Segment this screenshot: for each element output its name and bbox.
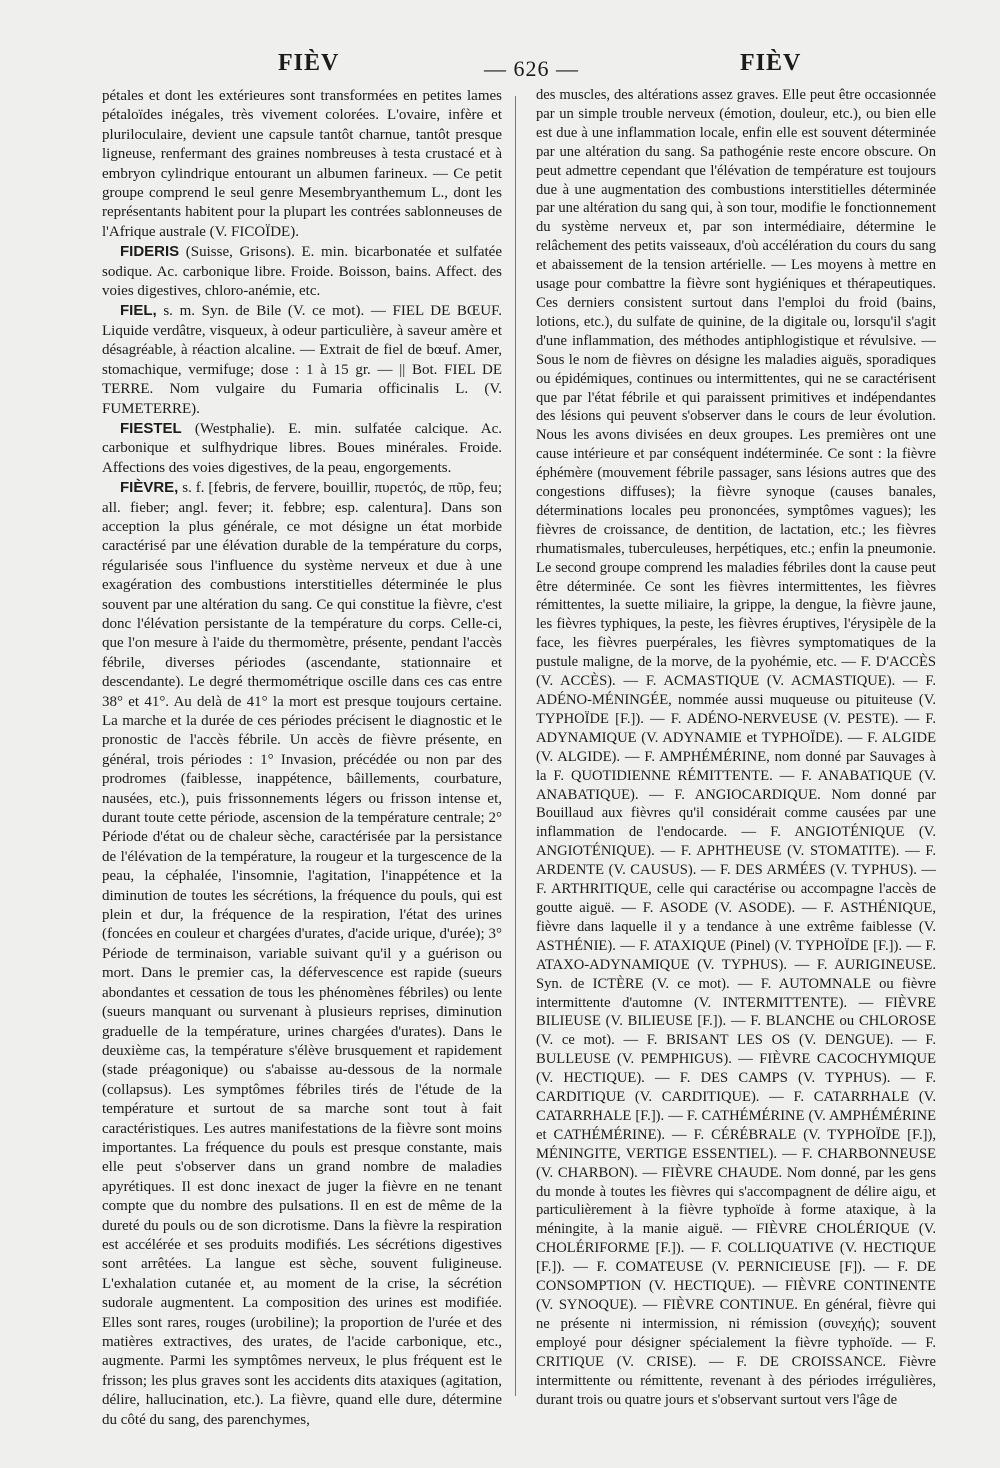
entry-text: s. m. Syn. de Bile (V. ce mot). — FIEL DE BŒUF. Liquide verdâtre, visqueux, à odeur particulière, à saveur amère et désagréable, à réaction alcaline. — Extrait de fiel de bœuf. Amer, stomachique, vermifuge; dose : 1 à 15 gr. — || Bot. FIEL DE TERRE. Nom vulgaire du Fumaria officinalis L. (V. FUMETERRE).: [102, 303, 502, 417]
left-column: [102, 86, 502, 1430]
running-header: [0, 50, 1000, 90]
entry-headword: FIEL,: [120, 302, 157, 320]
entry-paragraph: [536, 86, 936, 1409]
left-running-head: FIÈV: [278, 50, 340, 76]
column-divider: [515, 96, 516, 1396]
entry-headword: FIÈVRE,: [120, 479, 179, 497]
entry-text: des muscles, des altérations assez graves. Elle peut être occasionnée par un simple trouble nerveux (émotion, douleur, etc.), ou bien elle est due à une inflammation locale, enfin elle est souvent déterminée par une altération du sang. Sa pathogénie reste encore obscure. On peut admettre cependant que l'élévation de température est toujours due à une augmentation des combustions interstitielles déterminée par une altération du sang qui, à son tour, modifie le fonctionnement du système nerveux et, par son intermédiaire, détermine le relâchement des petits vaisseaux, d'où accélération du cours du sang et abaissement de la tension artérielle. — Les moyens à mettre en usage pour combattre la fièvre sont hygiéniques et thérapeutiques. Ces derniers consistent surtout dans l'emploi du froid (bains, lotions, etc.), du sulfate de quinine, de la digitale ou, lorsqu'il s'agit d'une inflammation, des méthodes antiphlogistique et révulsive. — Sous le nom de fièvres on désigne les maladies aiguës, sporadiques ou épidémiques, continues ou intermittentes, qui ne se caractérisent que par l'état fébrile et qui paraissent primitives et indépendantes des lésions qui peuvent s'observer dans le cours de leur évolution. Nous les avons divisées en deux groupes. Les premières ont une cause intérieure et par conséquent indéterminée. Ce sont : la fièvre éphémère (mouvement fébrile passager, sans lésions autres que des congestions diffuses); la fièvre synoque (causes banales, déterminations locales peu prononcées, symptômes vagues); les fièvres de croissance, de dentition, de lactation, etc.; les fièvres rhumatismales, tuberculeuses, herpétiques, etc.; enfin la pneumonie. Le second groupe comprend les maladies fébriles dont la cause peut être déterminée. Ce sont les fièvres intermittentes, les fièvres rémittentes, la suette miliaire, la grippe, la dengue, la fièvre jaune, les fièvres typhiques, la peste, les fièvres éruptives, l'érysipèle de la face, les fièvres puerpérales, les fièvres symptomatiques de la pustule maligne, de la morve, de la pyohémie, etc. — F. D'ACCÈS (V. ACCÈS). — F. ACMASTIQUE (V. ACMASTIQUE). — F. ADÉNO-MÉNINGÉE, nommée aussi muqueuse ou pituiteuse (V. TYPHOÏDE [F.]). — F. ADÉNO-NERVEUSE (V. PESTE). — F. ADYNAMIQUE (V. ADYNAMIE et TYPHOÏDE). — F. ALGIDE (V. ALGIDE). — F. AMPHÉMÉRINE, nom donné par Sauvages à la F. QUOTIDIENNE RÉMITTENTE. — F. ANABATIQUE (V. ANABATIQUE). — F. ANGIOCARDIQUE. Nom donné par Bouillaud aux fièvres qu'il considérait comme causées par une inflammation de l'endocarde. — F. ANGIOTÉNIQUE (V. ANGIOTÉNIQUE). — F. APHTHEUSE (V. STOMATITE). — F. ARDENTE (V. CAUSUS). — F. DES ARMÉES (V. TYPHUS). — F. ARTHRITIQUE, celle qui caractérise ou accompagne l'accès de goutte aiguë. — F. ASODE (V. ASODE). — F. ASTHÉNIQUE, fièvre dans laquelle il y a tendance à une extrême faiblesse (V. ASTHÉNIE). — F. ATAXIQUE (Pinel) (V. TYPHOÏDE [F.]). — F. ATAXO-ADYNAMIQUE (V. TYPHUS). — F. AURIGINEUSE. Syn. de ICTÈRE (V. ce mot). — F. AUTOMNALE ou fièvre intermittente d'automne (V. INTERMITTENTE). — FIÈVRE BILIEUSE (V. BILIEUSE [F.]). — F. BLANCHE ou CHLOROSE (V. ce mot). — F. BRISANT LES OS (V. DENGUE). — F. BULLEUSE (V. PEMPHIGUS). — FIÈVRE CACOCHYMIQUE (V. HECTIQUE). — F. DES CAMPS (V. TYPHUS). — F. CARDITIQUE (V. CARDITIQUE). — F. CATARRHALE (V. CATARRHALE [F.]). — F. CATHÉMÉRINE (V. AMPHÉMÉRINE et CATHÉMÉRINE). — F. CÉRÉBRALE (V. TYPHOÏDE [F.]), MÉNINGITE, VERTIGE ESSENTIEL). — F. CHARBONNEUSE (V. CHARBON). — FIÈVRE CHAUDE. Nom donné, par les gens du monde à toutes les fièvres qui s'accompagnent de délire aigu, et particulièrement à la fièvre typhoïde à forme ataxique, à la méningite, à la manie aiguë. — FIÈVRE CHOLÉRIQUE (V. CHOLÉRIFORME [F.]). — F. COLLIQUATIVE (V. HECTIQUE [F.]). — F. COMATEUSE (V. PERNICIEUSE [F]). — F. DE CONSOMPTION (V. HECTIQUE). — FIÈVRE CONTINENTE (V. SYNOQUE). — FIÈVRE CONTINUE. En général, fièvre qui ne présente ni intermission, ni rémission (συνεχής); souvent employé pour désigner spécialement la fièvre typhoïde. — F. CRITIQUE (V. CRISE). — F. DE CROISSANCE. Fièvre intermittente ou rémittente, revenant à des périodes irrégulières, durant trois ou quatre jours et s'observant surtout vers l'âge de: [536, 87, 936, 1408]
entry-headword: FIDERIS: [120, 243, 180, 261]
entry-headword: FIESTEL: [120, 419, 182, 437]
entry-paragraph: [102, 242, 502, 301]
entry-paragraph: [102, 419, 502, 478]
entry-text: s. f. [febris, de fervere, bouillir, πυρετός, de πῦρ, feu; all. fieber; angl. fever; it. febbre; esp. calentura]. Dans son acception la plus générale, ce mot désigne un état morbide caractérisé par une élévation durable de la température du corps, régularisée sous l'influence du système nerveux et due à une exagération des combustions interstitielles déterminée le plus souvent par une altération du sang. Ce qui constitue la fièvre, c'est donc l'élévation persistante de la température du corps. Celle-ci, que l'on mesure à l'aide du thermomètre, présente, pendant l'accès fébrile, diverses périodes (ascendante, stationnaire et descendante). Le degré thermométrique oscille dans ces cas entre 38° et 41°. Au delà de 41° la mort est presque toujours certaine. La marche et la durée de ces périodes précisent le diagnostic et le pronostic de l'accès fébrile. Un accès de fièvre présente, en général, trois périodes : 1° Invasion, précédée ou non par des prodromes (faiblesse, inappétence, bâillements, courbature, nausées, etc.), puis frissonnements légers ou frisson intense et, durant toute cette période, ascension de la température centrale; 2° Période d'état ou de chaleur sèche, caractérisée par la persistance de l'élévation de la température, la rougeur et la turgescence de la peau, la céphalée, l'insomnie, l'agitation, l'inappétence et la diminution de toutes les sécrétions, la fréquence du pouls, qui est plein et dur, la fréquence de la respiration, l'état des urines (foncées en couleur et chargées d'urates, d'acide urique, d'urée); 3° Période de terminaison, variable suivant qu'il y a guérison ou mort. Dans le premier cas, la défervescence est rapide (sueurs abondantes et cessation de tous les phénomènes fébriles) ou lente (sueurs manquant ou survenant à plusieurs reprises, diminution graduelle de la température, urines chargées d'urates). Dans le deuxième cas, la température s'élève brusquement et rapidement (stade préagonique) ou s'abaisse au-dessous de la normale (collapsus). Les symptômes fébriles tirés de l'étude de la température et surtout de sa marche sont tout à fait caractéristiques. Les autres manifestations de la fièvre sont moins importantes. La fréquence du pouls est presque constante, mais elle peut s'observer dans un grand nombre de maladies apyrétiques. Il est donc inexact de juger la fièvre en ne tenant compte que du nombre des pulsations. Il en est de même de la dureté du pouls ou de son dicrotisme. Dans la fièvre la respiration est accélérée et ses produits modifiés. Les sécrétions digestives sont arrêtées. La langue est sèche, souvent fuligineuse. L'exhalation cutanée et, au moment de la crise, la sécrétion sudorale augmentent. La composition des urines est modifiée. Elles sont rares, rouges (urobiline); la proportion de l'urée et des matières extractives, des urates, de l'acide carbonique, etc., augmente. Parmi les symptômes nerveux, le plus fréquent est le frisson; les plus graves sont les accidents dits ataxiques (agitation, délire, hallucination, etc.). La fièvre, quand elle dure, détermine du côté du sang, des parenchymes,: [102, 480, 502, 1428]
entry-text: (Suisse, Grisons). E. min. bicarbonatée et sulfatée sodique. Ac. carbonique libre. Froide. Boisson, bains. Affect. des voies digestives, chloro-anémie, etc.: [102, 244, 502, 300]
entry-text: (Westphalie). E. min. sulfatée calcique. Ac. carbonique et sulfhydrique libres. Boues minérales. Froide. Affections des voies digestives, de la peau, engorgements.: [102, 420, 502, 476]
page-number: — 626 —: [484, 56, 579, 81]
entry-paragraph: [102, 301, 502, 418]
entry-paragraph: [102, 86, 502, 242]
entry-text: pétales et dont les extérieures sont transformées en petites lames pétaloïdes inégales, très vivement colorées. L'ovaire, infère et pluriloculaire, devient une capsule tantôt charnue, tantôt presque ligneuse, renfermant des graines nombreuses à testa crustacé et à embryon cylindrique entourant un albumen farineux. — Ce petit groupe comprend le seul genre Mesembryanthemum L., dont les représentants habitent pour la plupart les contrées sablonneuses de l'Afrique australe (V. FICOÏDE).: [102, 88, 502, 240]
right-running-head: FIÈV: [740, 50, 802, 76]
right-column: [536, 86, 936, 1409]
entry-paragraph: [102, 478, 502, 1430]
